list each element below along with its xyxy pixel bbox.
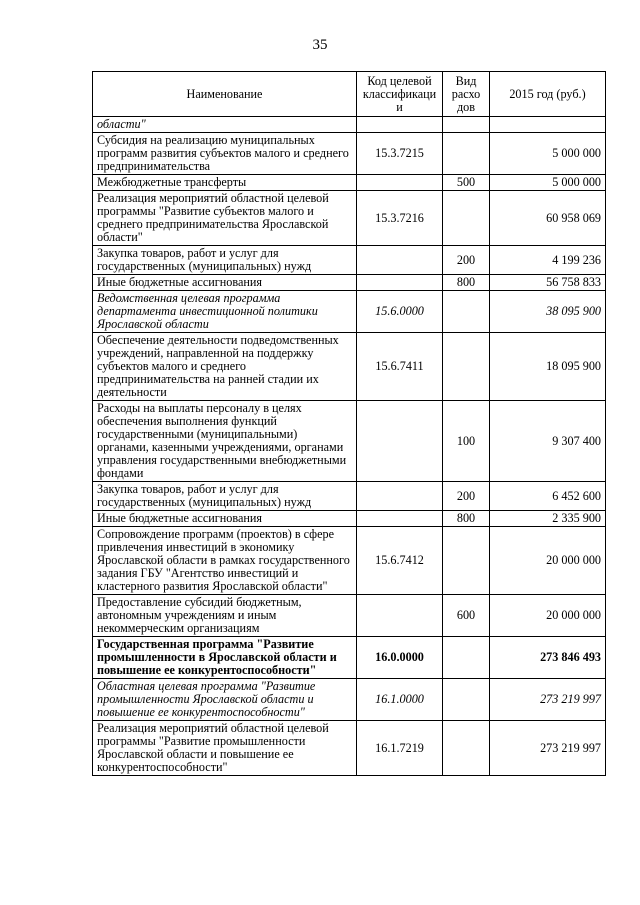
header-code: Код целевой классификаци и xyxy=(357,72,443,117)
row-code xyxy=(357,117,443,133)
table-row xyxy=(93,275,606,291)
row-name: Областная целевая программа "Развитие промышленности Ярославской области и повышение ее конкурентоспособности" xyxy=(93,679,357,721)
table-row xyxy=(93,291,606,333)
row-amount: 5 000 000 xyxy=(490,133,606,175)
row-amount: 273 219 997 xyxy=(490,721,606,776)
row-code: 15.6.7412 xyxy=(357,527,443,595)
table-row xyxy=(93,595,606,637)
row-amount: 60 958 069 xyxy=(490,191,606,246)
row-code: 16.1.0000 xyxy=(357,679,443,721)
row-amount: 56 758 833 xyxy=(490,275,606,291)
row-kind: 100 xyxy=(443,401,490,482)
row-name: Предоставление субсидий бюджетным, автономным учреждениям и иным некоммерческим организациям xyxy=(93,595,357,637)
row-name: Иные бюджетные ассигнования xyxy=(93,511,357,527)
row-code: 16.0.0000 xyxy=(357,637,443,679)
row-code xyxy=(357,511,443,527)
row-amount: 273 219 997 xyxy=(490,679,606,721)
row-kind: 600 xyxy=(443,595,490,637)
row-kind xyxy=(443,191,490,246)
row-code xyxy=(357,595,443,637)
table-header-row xyxy=(93,72,606,117)
row-kind xyxy=(443,721,490,776)
row-code xyxy=(357,246,443,275)
row-name: Иные бюджетные ассигнования xyxy=(93,275,357,291)
budget-table xyxy=(92,71,606,776)
row-name: Обеспечение деятельности подведомственных учреждений, направленной на поддержку субъектов малого и среднего предпринимательства на ранней стадии их деятельности xyxy=(93,333,357,401)
table-row xyxy=(93,333,606,401)
row-name: Субсидия на реализацию муниципальных программ развития субъектов малого и среднего предпринимательства xyxy=(93,133,357,175)
table-row xyxy=(93,133,606,175)
header-kind: Вид расхо дов xyxy=(443,72,490,117)
row-amount: 9 307 400 xyxy=(490,401,606,482)
table-row xyxy=(93,679,606,721)
row-name: Межбюджетные трансферты xyxy=(93,175,357,191)
table-row xyxy=(93,637,606,679)
table-row xyxy=(93,246,606,275)
row-kind: 800 xyxy=(443,275,490,291)
row-kind: 800 xyxy=(443,511,490,527)
row-kind xyxy=(443,291,490,333)
row-name: Реализация мероприятий областной целевой программы "Развитие промышленности Ярославской области и повышение ее конкурентоспособности" xyxy=(93,721,357,776)
table-row xyxy=(93,117,606,133)
row-kind xyxy=(443,117,490,133)
row-code xyxy=(357,401,443,482)
table-row xyxy=(93,482,606,511)
table-row xyxy=(93,721,606,776)
header-name: Наименование xyxy=(93,72,357,117)
row-name: Государственная программа "Развитие промышленности в Ярославской области и повышение ее конкурентоспособности" xyxy=(93,637,357,679)
row-kind xyxy=(443,637,490,679)
row-name: Реализация мероприятий областной целевой программы "Развитие субъектов малого и среднего предпринимательства Ярославской области" xyxy=(93,191,357,246)
row-code xyxy=(357,482,443,511)
row-amount: 20 000 000 xyxy=(490,527,606,595)
row-kind xyxy=(443,679,490,721)
row-name: Закупка товаров, работ и услуг для государственных (муниципальных) нужд xyxy=(93,482,357,511)
row-name: Расходы на выплаты персоналу в целях обеспечения выполнения функций государственными (муниципальными) органами, казенными учреждениями, органами управления государственными внебюджетными фондами xyxy=(93,401,357,482)
table-row xyxy=(93,527,606,595)
table-row xyxy=(93,401,606,482)
row-kind: 200 xyxy=(443,246,490,275)
row-code xyxy=(357,175,443,191)
row-name: области" xyxy=(93,117,357,133)
row-code: 15.6.7411 xyxy=(357,333,443,401)
row-name: Сопровождение программ (проектов) в сфере привлечения инвестиций в экономику Ярославской области в рамках государственного задания ГБУ "Агентство инвестиций и кластерного развития Ярославской области" xyxy=(93,527,357,595)
row-amount: 20 000 000 xyxy=(490,595,606,637)
row-kind xyxy=(443,133,490,175)
row-amount: 5 000 000 xyxy=(490,175,606,191)
row-amount: 4 199 236 xyxy=(490,246,606,275)
row-kind: 200 xyxy=(443,482,490,511)
row-amount: 6 452 600 xyxy=(490,482,606,511)
row-amount xyxy=(490,117,606,133)
table-row xyxy=(93,191,606,246)
row-name: Закупка товаров, работ и услуг для государственных (муниципальных) нужд xyxy=(93,246,357,275)
table-row xyxy=(93,175,606,191)
row-kind xyxy=(443,527,490,595)
row-amount: 2 335 900 xyxy=(490,511,606,527)
row-amount: 273 846 493 xyxy=(490,637,606,679)
table-row xyxy=(93,511,606,527)
page-number: 35 xyxy=(312,37,328,53)
row-kind: 500 xyxy=(443,175,490,191)
row-code: 16.1.7219 xyxy=(357,721,443,776)
row-kind xyxy=(443,333,490,401)
row-code: 15.3.7215 xyxy=(357,133,443,175)
row-amount: 38 095 900 xyxy=(490,291,606,333)
row-code: 15.6.0000 xyxy=(357,291,443,333)
header-amount: 2015 год (руб.) xyxy=(490,72,606,117)
row-code: 15.3.7216 xyxy=(357,191,443,246)
row-name: Ведомственная целевая программа департамента инвестиционной политики Ярославской области xyxy=(93,291,357,333)
row-amount: 18 095 900 xyxy=(490,333,606,401)
row-code xyxy=(357,275,443,291)
